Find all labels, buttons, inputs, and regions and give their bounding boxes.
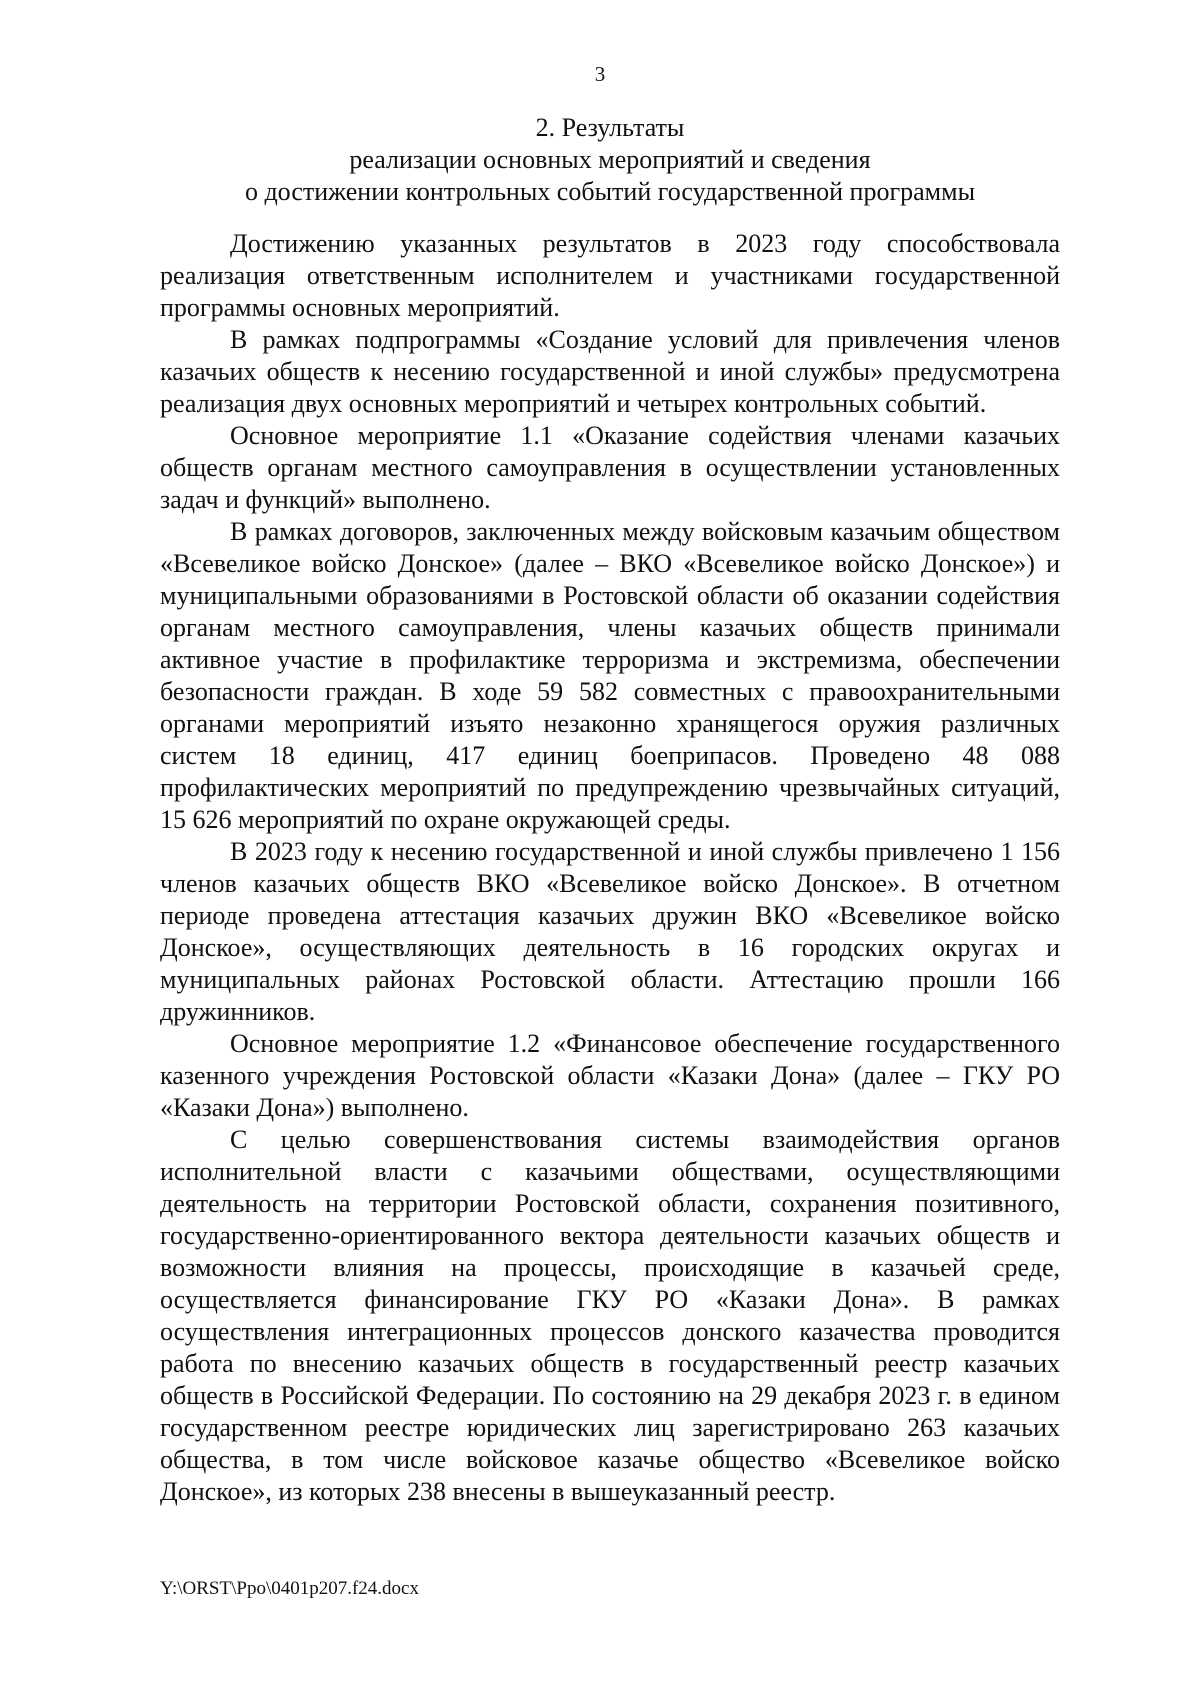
section-heading-line: 2. Результаты: [535, 113, 685, 142]
paragraph: Достижению указанных результатов в 2023 году способствовала реализация ответственным исполнителем и участниками государственной программы основных мероприятий.: [160, 229, 1060, 322]
section-heading: [160, 112, 1060, 208]
document-body: [160, 228, 1060, 1508]
section-heading-line: о достижении контрольных событий государственной программы: [244, 177, 976, 206]
paragraph: Основное мероприятие 1.2 «Финансовое обеспечение государственного казенного учреждения Ростовской области «Казаки Дона» (далее – ГКУ РО «Казаки Дона») выполнено.: [160, 1029, 1060, 1122]
paragraph: В 2023 году к несению государственной и иной службы привлечено 1 156 членов казачьих обществ ВКО «Всевеликое войско Донское». В отчетном периоде проведена аттестация казачьих дружин ВКО «Всевеликое войско Донское», осуществляющих деятельность в 16 городских округах и муниципальных районах Ростовской области. Аттестацию прошли 166 дружинников.: [160, 837, 1060, 1026]
section-heading-line: реализации основных мероприятий и сведения: [349, 145, 871, 174]
page-number: 3: [594, 62, 606, 86]
paragraph: Основное мероприятие 1.1 «Оказание содействия членами казачьих обществ органам местного самоуправления в осуществлении установленных задач и функций» выполнено.: [160, 421, 1060, 514]
paragraph: В рамках подпрограммы «Создание условий для привлечения членов казачьих обществ к несению государственной и иной службы» предусмотрена реализация двух основных мероприятий и четырех контрольных событий.: [160, 325, 1060, 418]
footer-file-path: Y:\ORST\Ppo\0401p207.f24.docx: [160, 1578, 419, 1599]
paragraph: С целью совершенствования системы взаимодействия органов исполнительной власти с казачьими обществами, осуществляющими деятельность на территории Ростовской области, сохранения позитивного, государственно-ориентированного вектора деятельности казачьих обществ и возможности влияния на процессы, происходящие в казачьей среде, осуществляется финансирование ГКУ РО «Казаки Дона». В рамках осуществления интеграционных процессов донского казачества проводится работа по внесению казачьих обществ в государственный реестр казачьих обществ в Российской Федерации. По состоянию на 29 декабря 2023 г. в едином государственном реестре юридических лиц зарегистрировано 263 казачьих общества, в том числе войсковое казачье общество «Всевеликое войско Донское», из которых 238 внесены в вышеуказанный реестр.: [160, 1125, 1060, 1506]
paragraph: В рамках договоров, заключенных между войсковым казачьим обществом «Всевеликое войско Донское» (далее – ВКО «Всевеликое войско Донское») и муниципальными образованиями в Ростовской области об оказании содействия органам местного самоуправления, члены казачьих обществ принимали активное участие в профилактике терроризма и экстремизма, обеспечении безопасности граждан. В ходе 59 582 совместных с правоохранительными органами мероприятий изъято незаконно хранящегося оружия различных систем 18 единиц, 417 единиц боеприпасов. Проведено 48 088 профилактических мероприятий по предупреждению чрезвычайных ситуаций, 15 626 мероприятий по охране окружающей среды.: [160, 517, 1060, 834]
